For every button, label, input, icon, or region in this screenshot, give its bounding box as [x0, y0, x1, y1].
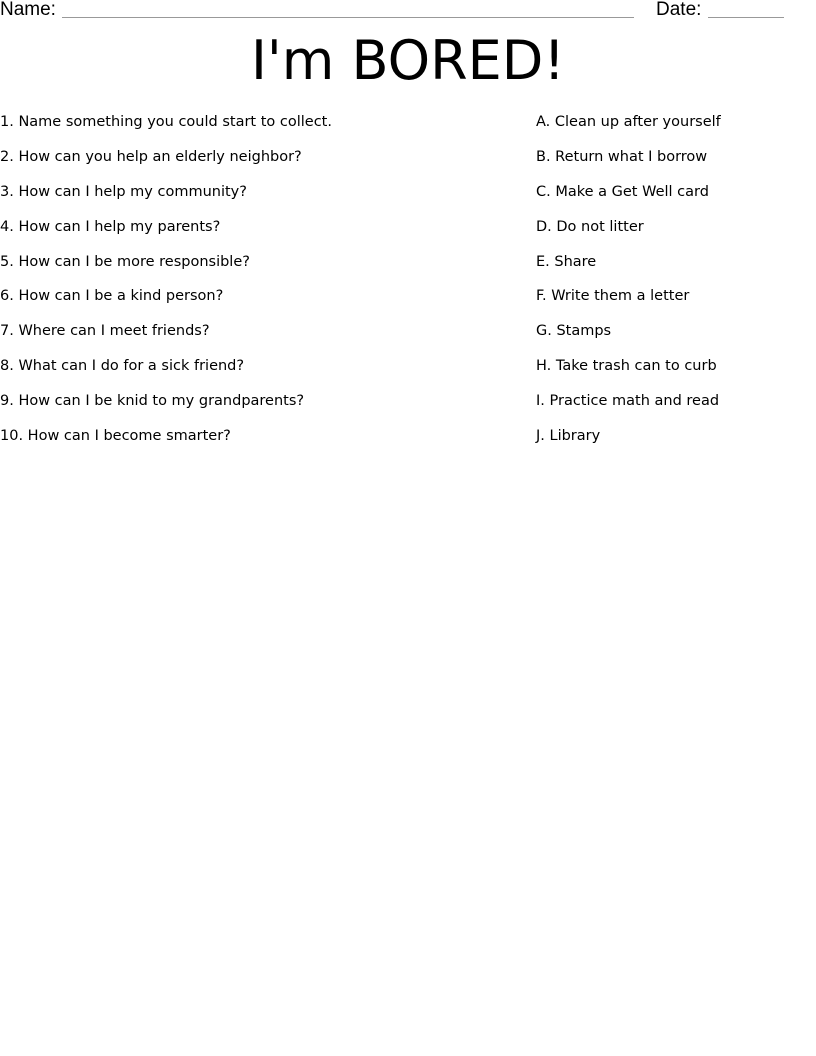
answer-item: A. Clean up after yourself	[536, 114, 721, 130]
answer-list	[536, 112, 816, 461]
question-item: 2. How can you help an elderly neighbor?	[0, 148, 302, 165]
question-item: 9. How can I be knid to my grandparents?	[0, 393, 305, 410]
answer-item: D. Do not litter	[536, 218, 644, 235]
question-item: 4. How can I help my parents?	[0, 218, 221, 235]
answer-item: C. Make a Get Well card	[536, 183, 709, 200]
question-item: 3. How can I help my community?	[0, 183, 247, 200]
page-title: I'm BORED!	[250, 29, 565, 92]
question-item: 8. What can I do for a sick friend?	[0, 358, 245, 375]
name-field[interactable]	[62, 17, 634, 18]
answer-item: G. Stamps	[536, 323, 612, 340]
answer-item: J. Library	[536, 428, 601, 445]
question-list	[0, 112, 520, 461]
question-item: 5. How can I be more responsible?	[0, 253, 250, 270]
name-label: Name:	[0, 0, 56, 20]
header-row	[0, 0, 816, 24]
question-item: 1. Name something you could start to collect.	[0, 114, 332, 130]
date-label: Date:	[656, 0, 702, 20]
answer-item: E. Share	[536, 253, 597, 270]
answer-item: F. Write them a letter	[536, 288, 690, 305]
question-item: 10. How can I become smarter?	[0, 428, 231, 445]
question-item: 7. Where can I meet friends?	[0, 323, 210, 340]
answer-item: B. Return what I borrow	[536, 148, 708, 165]
question-item: 6. How can I be a kind person?	[0, 288, 224, 305]
answer-item: H. Take trash can to curb	[536, 358, 717, 375]
date-field[interactable]	[708, 17, 784, 18]
answer-item: I. Practice math and read	[536, 393, 720, 410]
